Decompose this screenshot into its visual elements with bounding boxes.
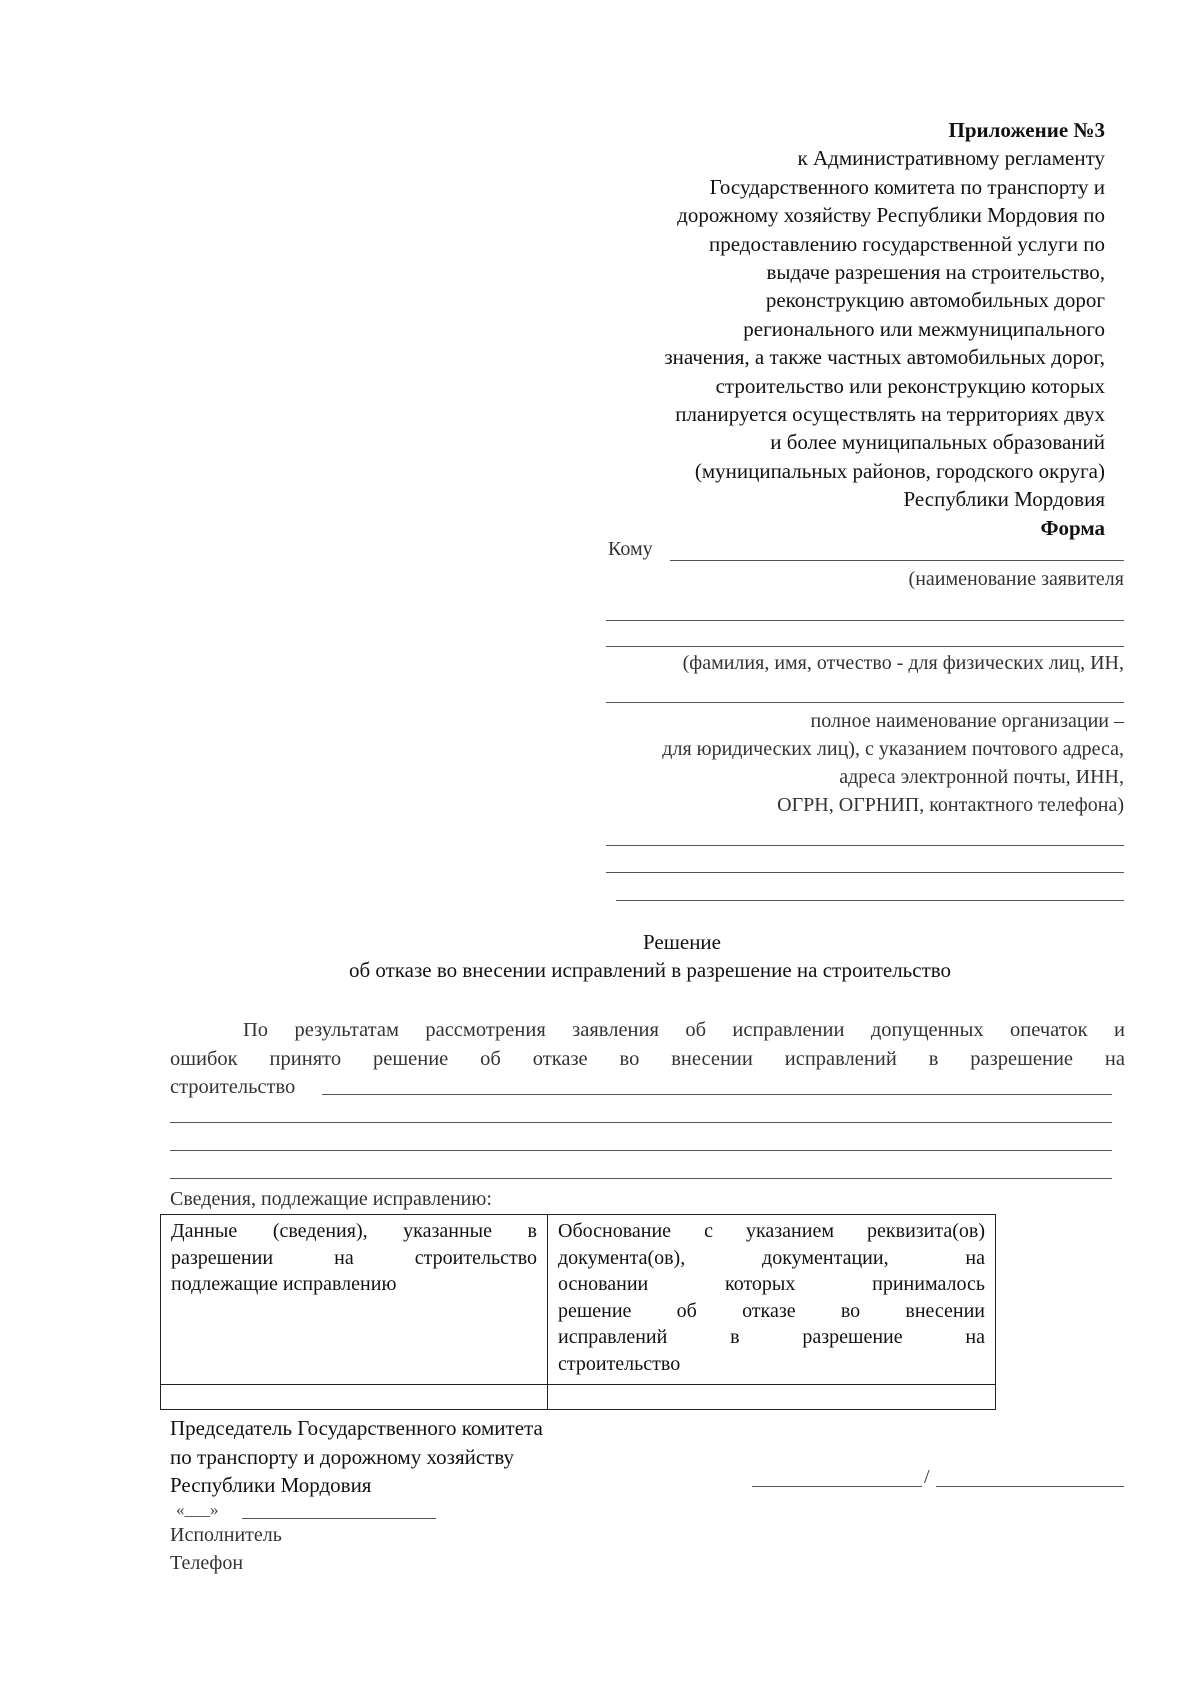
decision-paragraph [170,1016,1125,1102]
fill-line[interactable] [322,1094,1112,1095]
appendix-line: к Административному регламенту [797,146,1105,171]
org-caption-line: адреса электронной почты, ИНН, [839,766,1124,788]
fill-line[interactable] [616,900,1124,901]
org-caption-line: для юридических лиц), с указанием почтового адреса, [662,738,1124,760]
appendix-line: выдаче разрешения на строительство, [766,260,1105,285]
cell-line: исправлений в разрешение на [558,1326,985,1348]
executor-label: Исполнитель [170,1524,282,1546]
appendix-line: планируется осуществлять на территориях двух [675,402,1105,427]
signatory-line: Республики Мордовия [170,1473,372,1497]
appendix-line: и более муниципальных образований [770,430,1105,455]
fill-line[interactable] [170,1122,1112,1123]
cell-line: Данные (сведения), указанные в [171,1220,537,1242]
cell-line: Обоснование с указанием реквизита(ов) [558,1220,985,1242]
cell-line: разрешении на строительство [171,1246,537,1269]
fill-line[interactable] [606,702,1124,703]
fill-line[interactable] [606,872,1124,873]
table-cell-empty[interactable] [161,1385,548,1410]
fill-line[interactable] [606,620,1124,621]
form-label: Форма [1040,515,1105,540]
signature-line[interactable] [752,1486,922,1487]
date-row [176,1500,436,1524]
table-cell-justification [548,1215,996,1385]
table-cell-data [161,1215,548,1385]
table-caption: Сведения, подлежащие исправлению: [170,1188,492,1210]
fill-line[interactable] [606,646,1124,647]
appendix-line: Государственного комитета по транспорту и [709,174,1105,199]
appendix-line: Республики Мордовия [903,487,1105,512]
table-row [161,1215,996,1385]
cell-line: подлежащие исправлению [171,1273,397,1295]
to-label: Кому [608,538,653,560]
paragraph-line: ошибок принято решение об отказе во внесении исправлений в разрешение на [170,1047,1125,1070]
decision-subtitle: об отказе во внесении исправлений в разрешение на строительство [348,958,952,982]
appendix-line: (муниципальных районов, городского округа) [694,458,1105,483]
cell-line: документа(ов), документации, на [558,1246,985,1269]
org-caption-line: ОГРН, ОГРНИП, контактного телефона) [777,794,1124,816]
signature-slash: / [924,1466,930,1488]
table-cell-empty[interactable] [548,1385,996,1410]
fill-line[interactable] [170,1150,1112,1151]
cell-line: решение об отказе во внесении [558,1299,985,1322]
appendix-line: строительство или реконструкцию которых [715,373,1105,398]
appendix-line: дорожному хозяйству Республики Мордовия по [677,203,1105,228]
cell-line: основании которых принималось [558,1273,985,1295]
decision-title: Решение [642,930,721,954]
appendix-title: Приложение №3 [948,118,1105,142]
table-row [161,1385,996,1410]
appendix-header [545,116,1105,542]
appendix-line: реконструкцию автомобильных дорог [765,288,1105,313]
recipient-row [608,538,1124,566]
phone-label: Телефон [170,1552,244,1574]
cell-line: строительство [558,1352,681,1375]
appendix-line: предоставлению государственной услуги по [709,231,1105,256]
paragraph-line: строительство [170,1076,296,1098]
date-line[interactable] [242,1518,436,1519]
name-line[interactable] [936,1486,1124,1487]
date-stub: «___» [176,1500,219,1519]
paragraph-line: По результатам рассмотрения заявления об исправлении допущенных опечаток и [243,1019,1125,1041]
recipient-line[interactable] [670,560,1124,561]
signatory-line: Председатель Государственного комитета [170,1416,543,1440]
signatory-line: по транспорту и дорожному хозяйству [170,1444,515,1469]
org-caption-line: полное наименование организации – [810,710,1124,732]
corrections-table [160,1214,996,1410]
applicant-name-caption: (наименование заявителя [908,568,1124,590]
person-caption: (фамилия, имя, отчество - для физических лиц, ИН, [682,652,1124,674]
appendix-line: регионального или межмуниципального [743,316,1105,341]
fill-line[interactable] [170,1178,1112,1179]
appendix-line: значения, а также частных автомобильных дорог, [664,345,1105,370]
fill-line[interactable] [606,845,1124,846]
signature-block [170,1414,543,1500]
